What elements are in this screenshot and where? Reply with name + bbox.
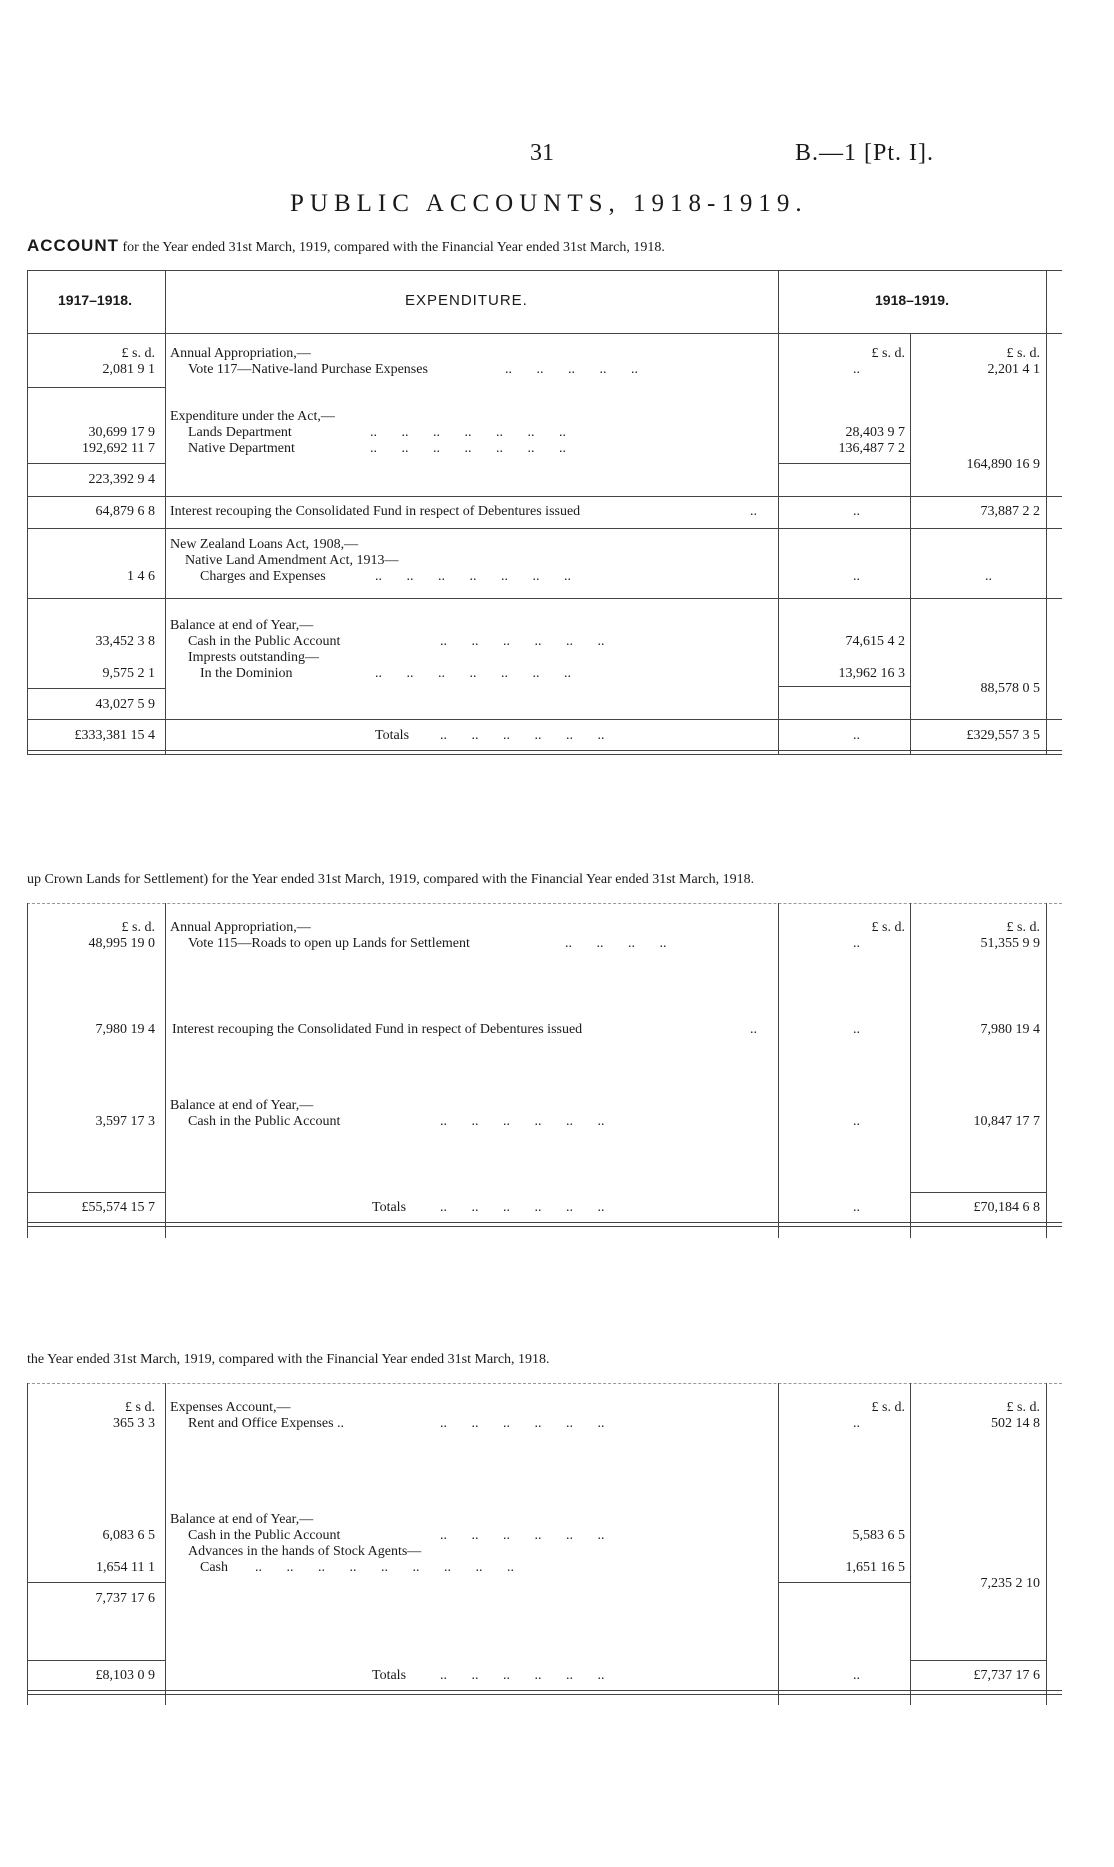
- leader-dots: .. .. .. .. .. ..: [440, 1528, 605, 1543]
- cell-c2: 7,980 19 4: [980, 1022, 1040, 1037]
- total-c1: ..: [853, 728, 860, 743]
- total-prev: £55,574 15 7: [81, 1200, 155, 1215]
- page-title: PUBLIC ACCOUNTS, 1918-1919.: [290, 190, 808, 217]
- leader-dots: .. .. .. .. .. .. ..: [370, 425, 566, 440]
- leader-dots: .. .. .. .. .. ..: [440, 1114, 605, 1129]
- cell-prev: 1,654 11 1: [96, 1560, 155, 1575]
- row-heading: New Zealand Loans Act, 1908,—: [170, 537, 359, 552]
- rule: [27, 903, 28, 1238]
- page-number: 31: [530, 140, 554, 166]
- cell-c2: 73,887 2 2: [980, 504, 1040, 519]
- cell-c2: 51,355 9 9: [980, 936, 1040, 951]
- leader-dots: ..: [750, 1022, 757, 1037]
- rule: [27, 270, 1062, 271]
- row-heading: Expenses Account,—: [170, 1400, 291, 1415]
- page-reference: B.—1 [Pt. I].: [795, 140, 934, 166]
- cell-prev: 223,392 9 4: [88, 472, 155, 487]
- cell-prev: 3,597 17 3: [95, 1114, 155, 1129]
- rule: [27, 719, 1062, 720]
- row-heading: Interest recouping the Consolidated Fund in respect of Debentures issued: [172, 1022, 583, 1037]
- section3-caption: the Year ended 31st March, 1919, compared with the Financial Year ended 31st March, 1918.: [27, 1352, 550, 1367]
- total-c1: ..: [853, 1200, 860, 1215]
- rule: [1046, 1383, 1047, 1705]
- cell-prev: 2,081 9 1: [102, 362, 155, 377]
- cell-prev: 365 3 3: [113, 1416, 155, 1431]
- cell-c1: ..: [853, 1416, 860, 1431]
- cell-c1: ..: [853, 504, 860, 519]
- totals-label: Totals: [372, 1668, 407, 1683]
- rule: [27, 1192, 165, 1193]
- total-prev: £333,381 15 4: [74, 728, 155, 743]
- section2-caption: up Crown Lands for Settlement) for the Year ended 31st March, 1919, compared with the Financial Year ended 31st March, 1918.: [27, 872, 755, 887]
- row-heading: Native Land Amendment Act, 1913—: [185, 553, 399, 568]
- leader-dots: .. .. .. .. .. .. ..: [375, 569, 571, 584]
- rule: [910, 1192, 1046, 1193]
- row-detail: Advances in the hands of Stock Agents—: [188, 1544, 422, 1559]
- cell-c1: 1,651 16 5: [845, 1560, 905, 1575]
- rule: [27, 463, 165, 464]
- leader-dots: .. .. .. .. .. ..: [440, 1416, 605, 1431]
- total-c2: £70,184 6 8: [973, 1200, 1040, 1215]
- cell-c2: 2,201 4 1: [987, 362, 1040, 377]
- rule: [165, 1383, 166, 1705]
- cell-c1: 74,615 4 2: [845, 634, 905, 649]
- cell-c2: ..: [985, 569, 992, 584]
- cell-prev: 7,737 17 6: [95, 1591, 155, 1606]
- rule: [27, 1222, 1062, 1223]
- cell-c1: 5,583 6 5: [852, 1528, 905, 1543]
- cell-prev: 48,995 19 0: [88, 936, 155, 951]
- row-detail: Imprests outstanding—: [188, 650, 320, 665]
- rule: [910, 1383, 911, 1705]
- cell-c1: 13,962 16 3: [838, 666, 905, 681]
- col-header-expenditure: EXPENDITURE.: [405, 292, 528, 309]
- rule: [165, 903, 166, 1238]
- row-detail: In the Dominion: [200, 666, 293, 681]
- row-heading: Expenditure under the Act,—: [170, 409, 335, 424]
- cell-c2: 164,890 16 9: [966, 457, 1040, 472]
- total-c1: ..: [853, 1668, 860, 1683]
- cell-c1: ..: [853, 1114, 860, 1129]
- rule: [27, 528, 1062, 529]
- unit-label: £ s. d.: [1006, 1400, 1040, 1415]
- row-detail: Native Department: [188, 441, 295, 456]
- col-header-curr: 1918–1919.: [875, 292, 949, 308]
- row-detail: Charges and Expenses: [200, 569, 326, 584]
- cell-prev: 192,692 11 7: [82, 441, 155, 456]
- cell-prev: 64,879 6 8: [95, 504, 155, 519]
- row-detail: Cash in the Public Account: [188, 1528, 341, 1543]
- row-detail: Cash: [200, 1560, 228, 1575]
- cell-c2: 7,235 2 10: [980, 1576, 1040, 1591]
- cell-prev: 30,699 17 9: [88, 425, 155, 440]
- rule: [27, 1226, 1062, 1227]
- total-c2: £329,557 3 5: [966, 728, 1040, 743]
- leader-dots: .. .. .. .. .. .. ..: [370, 441, 566, 456]
- leader-dots: .. .. .. .. .. ..: [440, 1200, 605, 1215]
- leader-dots: .. .. .. .. .. .. .. .. ..: [255, 1560, 514, 1575]
- row-heading: Annual Appropriation,—: [170, 346, 311, 361]
- total-prev: £8,103 0 9: [95, 1668, 155, 1683]
- rule: [27, 688, 165, 689]
- row-heading: Interest recouping the Consolidated Fund in respect of Debentures issued: [170, 504, 581, 519]
- rule: [27, 750, 1062, 751]
- cell-prev: 43,027 5 9: [95, 697, 155, 712]
- cell-c1: ..: [853, 569, 860, 584]
- row-detail: Rent and Office Expenses ..: [188, 1416, 345, 1431]
- cell-c1: 28,403 9 7: [845, 425, 905, 440]
- rule: [1046, 270, 1047, 755]
- cell-prev: 1 4 6: [127, 569, 155, 584]
- rule: [27, 387, 165, 388]
- section1-caption-bold: ACCOUNT: [27, 236, 119, 255]
- cell-prev: 33,452 3 8: [95, 634, 155, 649]
- row-heading: Balance at end of Year,—: [170, 618, 314, 633]
- leader-dots: .. .. .. .. .. .. ..: [375, 666, 571, 681]
- cell-c2: 502 14 8: [991, 1416, 1040, 1431]
- rule: [778, 1383, 779, 1705]
- leader-dots: .. .. .. .. .. ..: [440, 728, 605, 743]
- unit-label: £ s. d.: [121, 346, 155, 361]
- leader-dots: ..: [750, 504, 757, 519]
- row-detail: Vote 115—Roads to open up Lands for Settlement: [188, 936, 470, 951]
- rule: [778, 463, 910, 464]
- rule: [27, 1690, 1062, 1691]
- unit-label: £ s. d.: [1006, 346, 1040, 361]
- cell-prev: 7,980 19 4: [95, 1022, 155, 1037]
- rule: [27, 598, 1062, 599]
- leader-dots: .. .. .. .. .. ..: [440, 1668, 605, 1683]
- rule: [27, 1694, 1062, 1695]
- rule: [778, 1582, 910, 1583]
- cell-c2: 88,578 0 5: [980, 681, 1040, 696]
- rule: [27, 1660, 165, 1661]
- unit-label: £ s. d.: [1006, 920, 1040, 935]
- rule: [910, 333, 911, 755]
- rule: [165, 270, 166, 755]
- row-detail: Vote 117—Native-land Purchase Expenses: [188, 362, 428, 377]
- section1-caption: [27, 236, 665, 256]
- rule: [27, 1582, 165, 1583]
- unit-label: £ s. d.: [871, 920, 905, 935]
- rule: [27, 754, 1062, 755]
- rule: [778, 686, 910, 687]
- rule: [27, 1383, 28, 1705]
- unit-label: £ s. d.: [121, 920, 155, 935]
- rule: [27, 270, 28, 755]
- rule: [910, 903, 911, 1238]
- rule: [27, 1383, 1062, 1384]
- totals-label: Totals: [372, 1200, 407, 1215]
- rule: [27, 333, 1062, 334]
- cell-c2: 10,847 17 7: [973, 1114, 1040, 1129]
- rule: [27, 903, 1062, 904]
- rule: [910, 1660, 1046, 1661]
- totals-label: Totals: [375, 728, 410, 743]
- leader-dots: .. .. .. .. ..: [505, 362, 638, 377]
- col-header-prev: 1917–1918.: [58, 292, 132, 308]
- unit-label: £ s d.: [125, 1400, 155, 1415]
- row-detail: Cash in the Public Account: [188, 1114, 341, 1129]
- row-detail: Lands Department: [188, 425, 292, 440]
- rule: [778, 270, 779, 755]
- leader-dots: .. .. .. ..: [565, 936, 667, 951]
- cell-c1: ..: [853, 362, 860, 377]
- unit-label: £ s. d.: [871, 1400, 905, 1415]
- leader-dots: .. .. .. .. .. ..: [440, 634, 605, 649]
- rule: [27, 496, 1062, 497]
- rule: [1046, 903, 1047, 1238]
- row-heading: Annual Appropriation,—: [170, 920, 311, 935]
- unit-label: £ s. d.: [871, 346, 905, 361]
- row-heading: Balance at end of Year,—: [170, 1512, 314, 1527]
- rule: [778, 903, 779, 1238]
- total-c2: £7,737 17 6: [973, 1668, 1040, 1683]
- section1-caption-text: for the Year ended 31st March, 1919, compared with the Financial Year ended 31st March, 1918.: [122, 240, 665, 255]
- cell-c1: ..: [853, 1022, 860, 1037]
- cell-c1: 136,487 7 2: [838, 441, 905, 456]
- row-detail: Cash in the Public Account: [188, 634, 341, 649]
- cell-c1: ..: [853, 936, 860, 951]
- cell-prev: 9,575 2 1: [102, 666, 155, 681]
- row-heading: Balance at end of Year,—: [170, 1098, 314, 1113]
- cell-prev: 6,083 6 5: [102, 1528, 155, 1543]
